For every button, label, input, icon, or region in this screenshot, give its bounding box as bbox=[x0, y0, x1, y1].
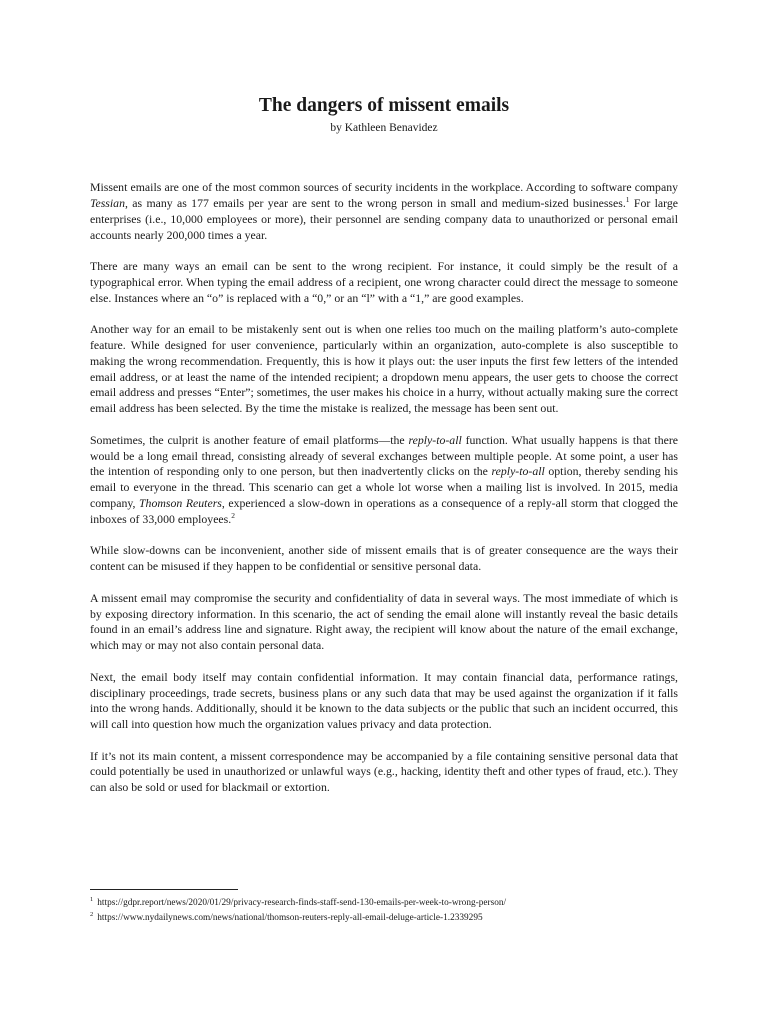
text-run: Another way for an email to be mistakenly sent out is when one relies too much on the mailing platform’s auto-complete feature. While designed for user convenience, particularly within an organization, auto-complete is also susceptible to making the wrong recommendation. Frequently, this is how it plays out: the user inputs the first few letters of the intended email address, or at least the name of the intended recipient; a dropdown menu appears, the user gets to choose the correct email address and presses “Enter”; sometimes, the user makes his choice in a hurry, without actually making sure the correct email address has been selected. By the time the mistake is realized, the message has been sent out. bbox=[90, 322, 678, 416]
footnotes bbox=[90, 896, 678, 926]
text-run: Sometimes, the culprit is another feature of email platforms—the bbox=[90, 432, 409, 447]
footnote-number: 1 bbox=[90, 895, 94, 903]
paragraph bbox=[90, 322, 678, 417]
text-run: If it’s not its main content, a missent correspondence may be accompanied by a file containing sensitive personal data that could potentially be used in unauthorized or unlawful ways (e.g., hacking, identity theft and other types of fraud, etc.). They can also be sold or used for blackmail or extortion. bbox=[90, 748, 678, 795]
text-run: option, thereby sending his email to everyone in the thread. This scenario can get a whole lot worse when a mailing list is involved. In 2015, media company, bbox=[90, 464, 679, 511]
paragraph bbox=[90, 543, 678, 575]
paragraph bbox=[90, 749, 678, 797]
paragraph bbox=[90, 180, 678, 243]
text-run: For large enterprises (i.e., 10,000 employees or more), their personnel are sending company data to unauthorized or personal email accounts nearly 200,000 times a year. bbox=[90, 195, 678, 242]
text-run: Next, the email body itself may contain confidential information. It may contain financial data, performance ratings, disciplinary proceedings, trade secrets, business plans or any such data that may be used against the organization if it falls into the wrong hands. Additionally, should it be known to the data subjects or the public that such an incident occurred, this will call into question how much the organization values privacy and data protection. bbox=[90, 669, 678, 732]
footnote-divider bbox=[90, 889, 238, 890]
text-run: A missent email may compromise the security and confidentiality of data in several ways. The most immediate of which is by exposing directory information. In this scenario, the act of sending the email alone will instantly reveal the basic details found in an email’s address line and signature. Right away, the recipient will know about the nature of the email exchange, which may or may not also contain personal data. bbox=[90, 590, 678, 653]
footnote-link[interactable]: https://www.nydailynews.com/news/national/thomson-reuters-reply-all-email-deluge-article-1.2339295 bbox=[97, 913, 483, 923]
italic-text: Tessian bbox=[90, 195, 125, 210]
text-run: There are many ways an email can be sent to the wrong recipient. For instance, it could simply be the result of a typographical error. When typing the email address of a recipient, one wrong character could direct the message to someone else. Instances where an “o” is replaced with a “0,” or an “l” with a “1,” are good examples. bbox=[90, 258, 678, 305]
footnote-ref: 2 bbox=[231, 511, 235, 521]
paragraph bbox=[90, 433, 678, 528]
paragraph bbox=[90, 259, 678, 307]
text-run: function. What usually happens is that there would be a long email thread, consisting already of several exchanges between multiple people. At some point, a user has the intention of responding only to one person, but then inadvertently clicks on the bbox=[90, 432, 679, 479]
article-body bbox=[90, 180, 678, 812]
italic-text: reply-to-all bbox=[408, 432, 462, 447]
italic-text: reply-to-all bbox=[491, 464, 545, 479]
author-byline: by Kathleen Benavidez bbox=[330, 122, 438, 134]
footnote-number: 2 bbox=[90, 910, 94, 918]
text-run: , experienced a slow-down in operations as a consequence of a reply-all storm that clogged the inboxes of 33,000 employees. bbox=[90, 496, 678, 526]
paragraph bbox=[90, 670, 678, 733]
text-run: , as many as 177 emails per year are sent to the wrong person in small and medium-sized businesses. bbox=[124, 195, 626, 210]
page-title: The dangers of missent emails bbox=[258, 95, 510, 116]
footnote-ref: 1 bbox=[625, 194, 630, 204]
italic-text: Thomson Reuters bbox=[139, 496, 222, 511]
text-run: While slow-downs can be inconvenient, another side of missent emails that is of greater consequence are the ways their content can be misused if they happen to be confidential or sensitive personal data. bbox=[90, 543, 678, 574]
footnote-item bbox=[90, 911, 678, 926]
footnote-link[interactable]: https://gdpr.report/news/2020/01/29/privacy-research-finds-staff-send-130-emails-per-week-to-wrong-person/ bbox=[97, 898, 507, 908]
paragraph bbox=[90, 591, 678, 654]
text-run: Missent emails are one of the most common sources of security incidents in the workplace. According to software company bbox=[90, 180, 678, 194]
footnote-item bbox=[90, 896, 678, 911]
